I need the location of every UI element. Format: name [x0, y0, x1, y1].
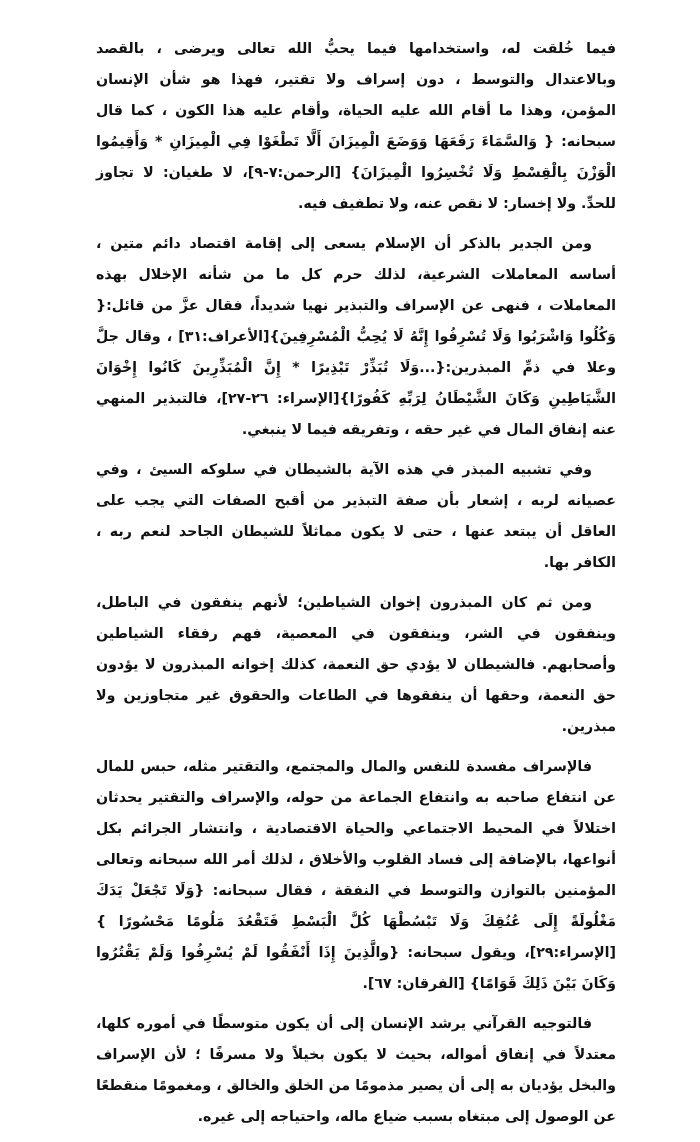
paragraph-extravagance — [96, 752, 616, 1000]
paragraph-extravagance-text: فالإسراف مفسدة للنفس والمال والمجتمع، والتقتير مثله، حبس للمال عن انتفاع صاحبه به وانتفاع الجماعة من حوله، والإسراف والتقتير يحدثان اختلالاً في المحيط الاجتماعي والحياة الاقتصادية ، وانتشار الجرائم بكل أنواعها، بالإضافة إلى فساد القلوب والأخلاق ، لذلك أمر الله سبحانه وتعالى المؤمنين بالتوازن والتوسط في النفقة ، فقال سبحانه: {وَلَا تَجْعَلْ يَدَكَ مَغْلُولَةً إِلَى عُنُقِكَ وَلَا تَبْسُطْهَا كُلَّ الْبَسْطِ فَتَقْعُدَ مَلُومًا مَحْسُورًا } [الإسراء:٢٩]، ويقول سبحانه: {والَّذِينَ إِذَا أَنْفَقُوا لَمْ يُسْرِفُوا وَلَمْ يَقْتُرُوا وَكَانَ بَيْنَ ذَلِكَ قَوَامًا} [الفرقان: ٦٧]. — [96, 759, 616, 992]
paragraph-devil-simile — [96, 455, 616, 579]
paragraph-continuation: فيما خُلقت له، واستخدامها فيما يحبُّ الله تعالى ويرضى ، بالقصد وبالاعتدال والتوسط ، دون إسراف ولا تقتير، فهذا هو شأن الإنسان المؤمن، وهذا ما أقام الله عليه الحياة، وأقام عليه هذا الكون ، كما قال سبحانه: { وَالسَّمَاءَ رَفَعَهَا وَوَضَعَ الْمِيزَانَ أَلَّا تَطْغَوْا فِي الْمِيزَانِ * وَأَقِيمُوا الْوَزْنَ بِالْقِسْطِ وَلَا تُخْسِرُوا الْمِيزَانَ} [الرحمن:٧-٩]، لا طغيان: لا تجاوز للحدِّ. ولا إخسار: لا نقص عنه، ولا تطفيف فيه. — [96, 41, 616, 212]
paragraph-squanderers-text: ومن ثم كان المبذرون إخوان الشياطين؛ لأنهم ينفقون في الباطل، وينفقون في الشر، وينفقون في المعصية، فهم رفقاء الشياطين وأصحابهم. فالشيطان لا يؤدي حق النعمة، كذلك إخوانه المبذرون لا يؤدون حق النعمة، وحقها أن ينفقوها في الطاعات والحقوق غير متجاوزين ولا مبذرين. — [96, 595, 616, 735]
paragraph-guidance-text: فالتوجيه القرآني يرشد الإنسان إلى أن يكون متوسطًا في أموره كلها، معتدلاً في إنفاق أمواله، بحيث لا يكون بخيلاً ولا مسرفًا ؛ لأن الإسراف والبخل يؤديان به إلى أن يصير مذمومًا من الخلق والخالق ، ومغمومًا منقطعًا عن الوصول إلى مبتغاه بسبب ضياع ماله، واحتياجه إلى غيره. — [96, 1016, 616, 1125]
document-page — [96, 34, 616, 1142]
paragraph-economy-text: ومن الجدير بالذكر أن الإسلام يسعى إلى إقامة اقتصاد دائم متين ، أساسه المعاملات الشرعية، لذلك حرم كل ما من شأنه الإخلال بهذه المعاملات ، فنهى عن الإسراف والتبذير نهيا شديداً، فقال عزَّ من قائل:{ وَكُلُوا وَاشْرَبُوا وَلَا تُسْرِفُوا إِنَّهُ لَا يُحِبُّ الْمُسْرِفِينَ}[الأعراف:٣١] ، وقال جلَّ وعلا في ذمِّ المبذرين:{...وَلَا تُبَذِّرْ تَبْذِيرًا * إِنَّ الْمُبَذِّرِينَ كَانُوا إِخْوَانَ الشَّيَاطِينِ وَكَانَ الشَّيْطَانُ لِرَبِّهِ كَفُورًا}[الإسراء: ٢٦-٢٧]، فالتبذير المنهي عنه إنفاق المال في غير حقه ، وتفريقه فيما لا ينبغي. — [96, 236, 616, 438]
paragraph-economy — [96, 229, 616, 446]
paragraph-squanderers — [96, 588, 616, 743]
paragraph-devil-simile-text: وفي تشبيه المبذر في هذه الآية بالشيطان في سلوكه السيئ ، وفي عصيانه لربه ، إشعار بأن صفة التبذير من أقبح الصفات التي يجب على العاقل أن يبتعد عنها ، حتى لا يكون مماثلاً للشيطان الجاحد لنعم ربه ، الكافر بها. — [96, 462, 616, 571]
paragraph-guidance — [96, 1009, 616, 1133]
